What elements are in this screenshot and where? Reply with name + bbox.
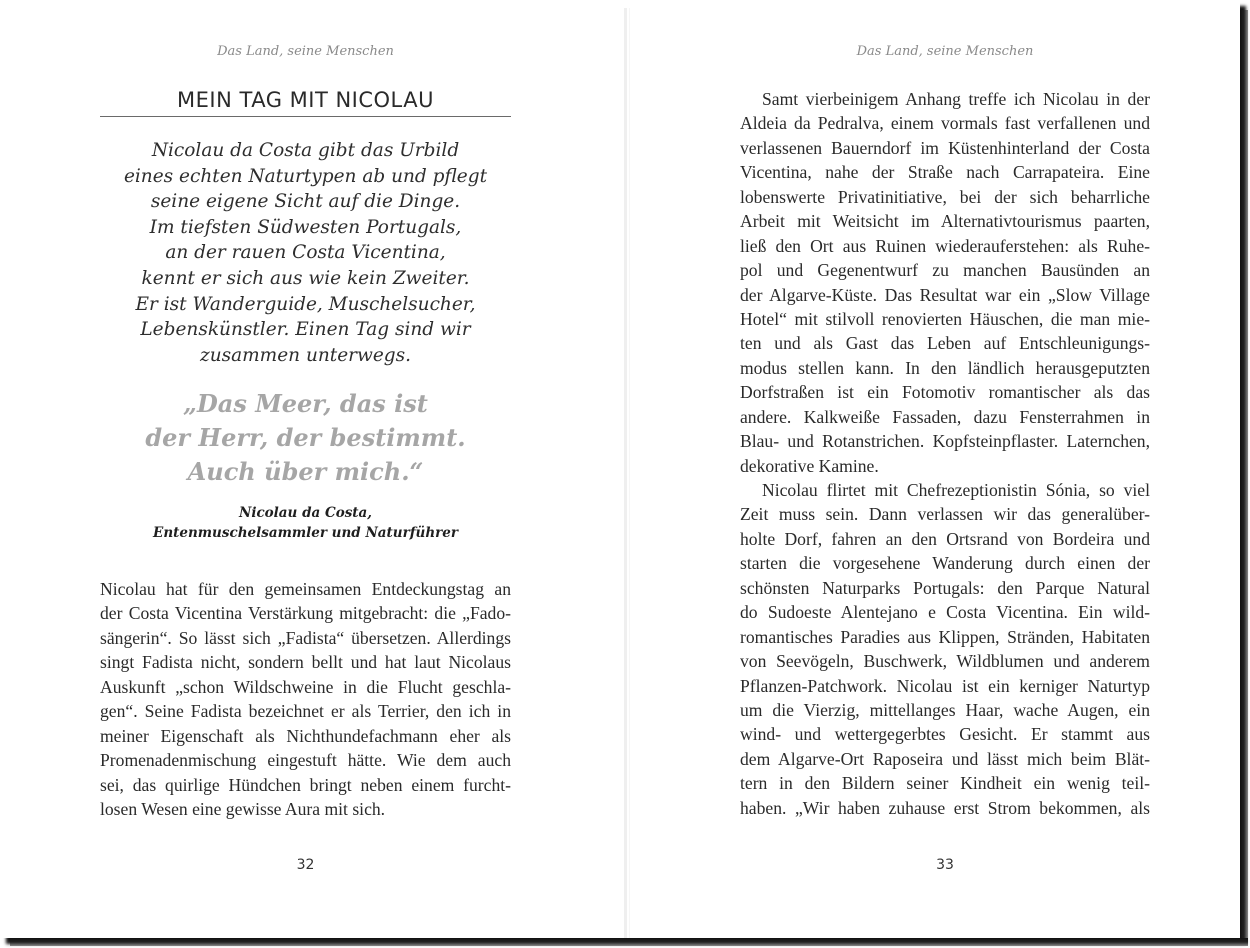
body-text: [740, 87, 1150, 820]
intro-line: Lebenskünstler. Einen Tag sind wir: [140, 319, 471, 341]
page-number: 32: [296, 857, 315, 873]
page-number: 33: [936, 857, 954, 873]
pull-quote-line: Auch über mich.“: [187, 457, 424, 486]
pull-quote: [100, 387, 511, 489]
pull-quote-line: „Das Meer, das ist: [183, 389, 428, 418]
book-gutter: [624, 8, 627, 938]
chapter-intro: [100, 138, 511, 368]
body-line: wind- und wettergegerbtes Gesicht. Er stammt aus: [740, 724, 1150, 745]
intro-line: kennt er sich aus wie kein Zweiter.: [141, 267, 470, 289]
body-line: Nicolau hat für den gemeinsamen Entdeckungstag an: [100, 579, 511, 599]
body-line: sängerin“. So lässt sich „Fadista“ übersetzen. Allerdings: [100, 627, 511, 648]
body-line: Blau- und Rotanstrichen. Kopfsteinpflaster. Laternchen,: [740, 431, 1150, 452]
body-line: holte Dorf, fahren an den Ortsrand von Bordeira und: [740, 528, 1150, 549]
body-line: haben. „Wir haben zuhause erst Strom bekommen, als: [740, 797, 1150, 818]
left-page: [100, 0, 511, 938]
body-line: Auskunft „schon Wildschweine in die Flucht geschla-: [100, 676, 511, 697]
attribution-line: Nicolau da Costa,: [238, 505, 372, 521]
attribution-line: Entenmuschelsammler und Naturführer: [153, 525, 458, 541]
intro-line: eines echten Naturtypen ab und pflegt: [123, 165, 488, 187]
body-line: Arbeit mit Weitsicht im Alternativtourismus paarten,: [740, 211, 1150, 232]
intro-line: Nicolau da Costa gibt das Urbild: [151, 140, 460, 161]
book-gutter-highlight: [629, 8, 630, 938]
body-line: tern in den Bildern seiner Kindheit ein wenig teil-: [740, 773, 1150, 794]
body-line: Nicolau flirtet mit Chefrezeptionistin Sónia, so viel: [762, 480, 1150, 500]
intro-line: Im tiefsten Südwesten Portugals,: [149, 216, 462, 238]
body-line: der Algarve-Küste. Das Resultat war ein „Slow Village: [740, 284, 1150, 305]
body-line: losen Wesen eine gewisse Aura mit sich.: [100, 798, 386, 819]
body-line: andere. Kalkweiße Fassaden, dazu Fensterrahmen in: [740, 406, 1150, 427]
intro-line: zusammen unterwegs.: [199, 344, 412, 366]
body-line: ließ den Ort aus Ruinen wiederauferstehen: als Ruhe-: [740, 235, 1150, 256]
body-line: do Sudoeste Alentejano e Costa Vicentina. Ein wild-: [740, 602, 1150, 623]
right-page: [740, 0, 1150, 938]
body-line: lobenswerte Privatinitiative, bei der sich beharrliche: [740, 186, 1150, 207]
pull-quote-line: der Herr, der bestimmt.: [145, 423, 466, 452]
body-line: modus stellen kann. In den ländlich herausgeputzten: [740, 357, 1150, 378]
body-line: romantisches Paradies aus Klippen, Stränden, Habitaten: [740, 626, 1150, 647]
body-line: gen“. Seine Fadista bezeichnet er als Terrier, den ich in: [100, 701, 511, 722]
body-line: Hotel“ mit stilvoll renovierten Häuschen, die man mie-: [740, 308, 1150, 329]
intro-line: Er ist Wanderguide, Muschelsucher,: [135, 293, 476, 315]
body-line: Zeit muss sein. Dann verlassen wir das generalüber-: [740, 504, 1150, 525]
body-line: Promenadenmischung eingestuft hätte. Wie dem auch: [100, 750, 511, 771]
body-line: ten und als Gast das Leben auf Entschleunigungs-: [740, 333, 1150, 354]
body-line: der Costa Vicentina Verstärkung mitgebracht: die „Fado-: [100, 603, 511, 624]
body-line: Samt vierbeinigem Anhang treffe ich Nicolau in der: [762, 89, 1150, 109]
body-line: pol und Gegenentwurf zu manchen Bausünden an: [740, 260, 1150, 281]
body-line: schönsten Naturparks Portugals: den Parque Natural: [740, 577, 1150, 598]
body-line: verlassenen Bauerndorf im Küstenhinterland der Costa: [740, 137, 1150, 158]
running-head: Das Land, seine Menschen: [856, 44, 1034, 59]
intro-line: seine eigene Sicht auf die Dinge.: [150, 191, 461, 213]
body-line: Vicentina, nahe der Straße nach Carrapateira. Eine: [740, 162, 1150, 183]
body-line: singt Fadista nicht, sondern bellt und hat laut Nicolaus: [100, 652, 511, 673]
page-shadow-bottom: [10, 938, 1248, 946]
body-line: Dorfstraßen ist ein Fotomotiv romantischer als das: [740, 382, 1150, 403]
body-line: dekorative Kamine.: [740, 455, 879, 476]
body-line: von Seevögeln, Buschwerk, Wildblumen und anderem: [740, 651, 1150, 672]
body-line: meiner Eigenschaft als Nichthundefachmann eher als: [100, 725, 511, 746]
page-shadow-right: [1240, 10, 1248, 946]
quote-attribution: [100, 503, 511, 543]
body-line: sei, das quirlige Hündchen bringt neben einem furcht-: [100, 774, 511, 795]
chapter-title: MEIN TAG MIT NICOLAU: [100, 88, 511, 117]
body-text: [100, 577, 511, 821]
body-line: Aldeia da Pedralva, einem vormals fast verfallenen und: [740, 113, 1150, 134]
body-line: um die Vierzig, mittellanges Haar, wache Augen, ein: [740, 699, 1150, 720]
body-line: dem Algarve-Ort Raposeira und lässt mich beim Blät-: [740, 748, 1150, 769]
body-line: Pflanzen-Patchwork. Nicolau ist ein kerniger Naturtyp: [740, 675, 1150, 696]
body-line: starten die vorgesehene Wanderung durch einen der: [740, 553, 1150, 574]
intro-line: an der rauen Costa Vicentina,: [165, 242, 446, 264]
running-head: Das Land, seine Menschen: [217, 44, 394, 59]
